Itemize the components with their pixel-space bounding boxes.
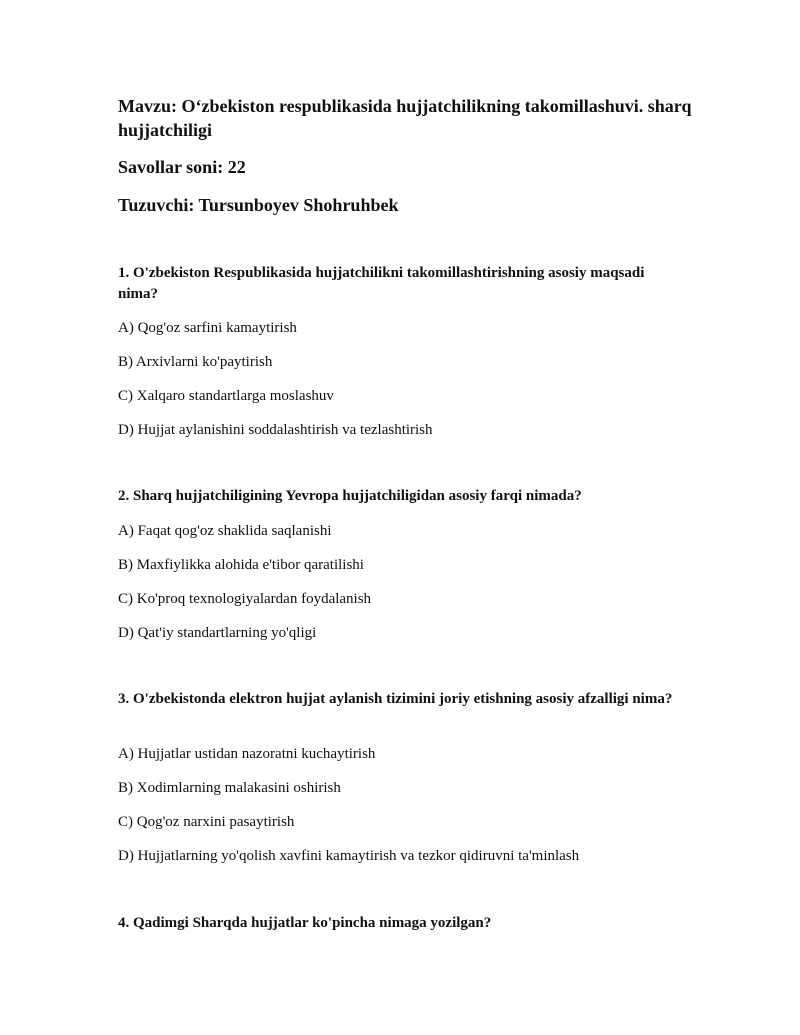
option-1c: C) Xalqaro standartlarga moslashuv [118,388,334,404]
option-2b: B) Maxfiylikka alohida e'tibor qaratilishi [118,557,364,573]
option-2c: C) Ko'proq texnologiyalardan foydalanish [118,591,372,607]
author: Tuzuvchi: Tursunboyev Shohruhbek [118,195,399,215]
option-1b: B) Arxivlarni ko'paytirish [118,354,273,370]
option-3a: A) Hujjatlar ustidan nazoratni kuchaytirish [118,746,376,762]
question-count: Savollar soni: 22 [118,157,246,177]
question-1: 1. O'zbekiston Respublikasida hujjatchilikni takomillashtirishning asosiy maqsadi nima? [118,265,645,302]
option-3c: C) Qog'oz narxini pasaytirish [118,814,295,830]
option-3d: D) Hujjatlarning yo'qolish xavfini kamaytirish va tezkor qidiruvni ta'minlash [118,848,580,864]
option-2d: D) Qat'iy standartlarning yo'qligi [118,625,317,641]
question-2: 2. Sharq hujjatchiligining Yevropa hujjatchiligidan asosiy farqi nimada? [118,488,582,504]
topic-heading: Mavzu: O‘zbekiston respublikasida hujjatchilikning takomillashuvi. sharq hujjatchiligi [118,96,692,140]
option-3b: B) Xodimlarning malakasini oshirish [118,780,341,796]
option-1a: A) Qog'oz sarfini kamaytirish [118,320,297,336]
question-4: 4. Qadimgi Sharqda hujjatlar ko'pincha nimaga yozilgan? [118,915,492,931]
question-3: 3. O'zbekistonda elektron hujjat aylanish tizimini joriy etishning asosiy afzalligi nima? [118,691,673,707]
option-2a: A) Faqat qog'oz shaklida saqlanishi [118,523,332,539]
option-1d: D) Hujjat aylanishini soddalashtirish va tezlashtirish [118,422,433,438]
